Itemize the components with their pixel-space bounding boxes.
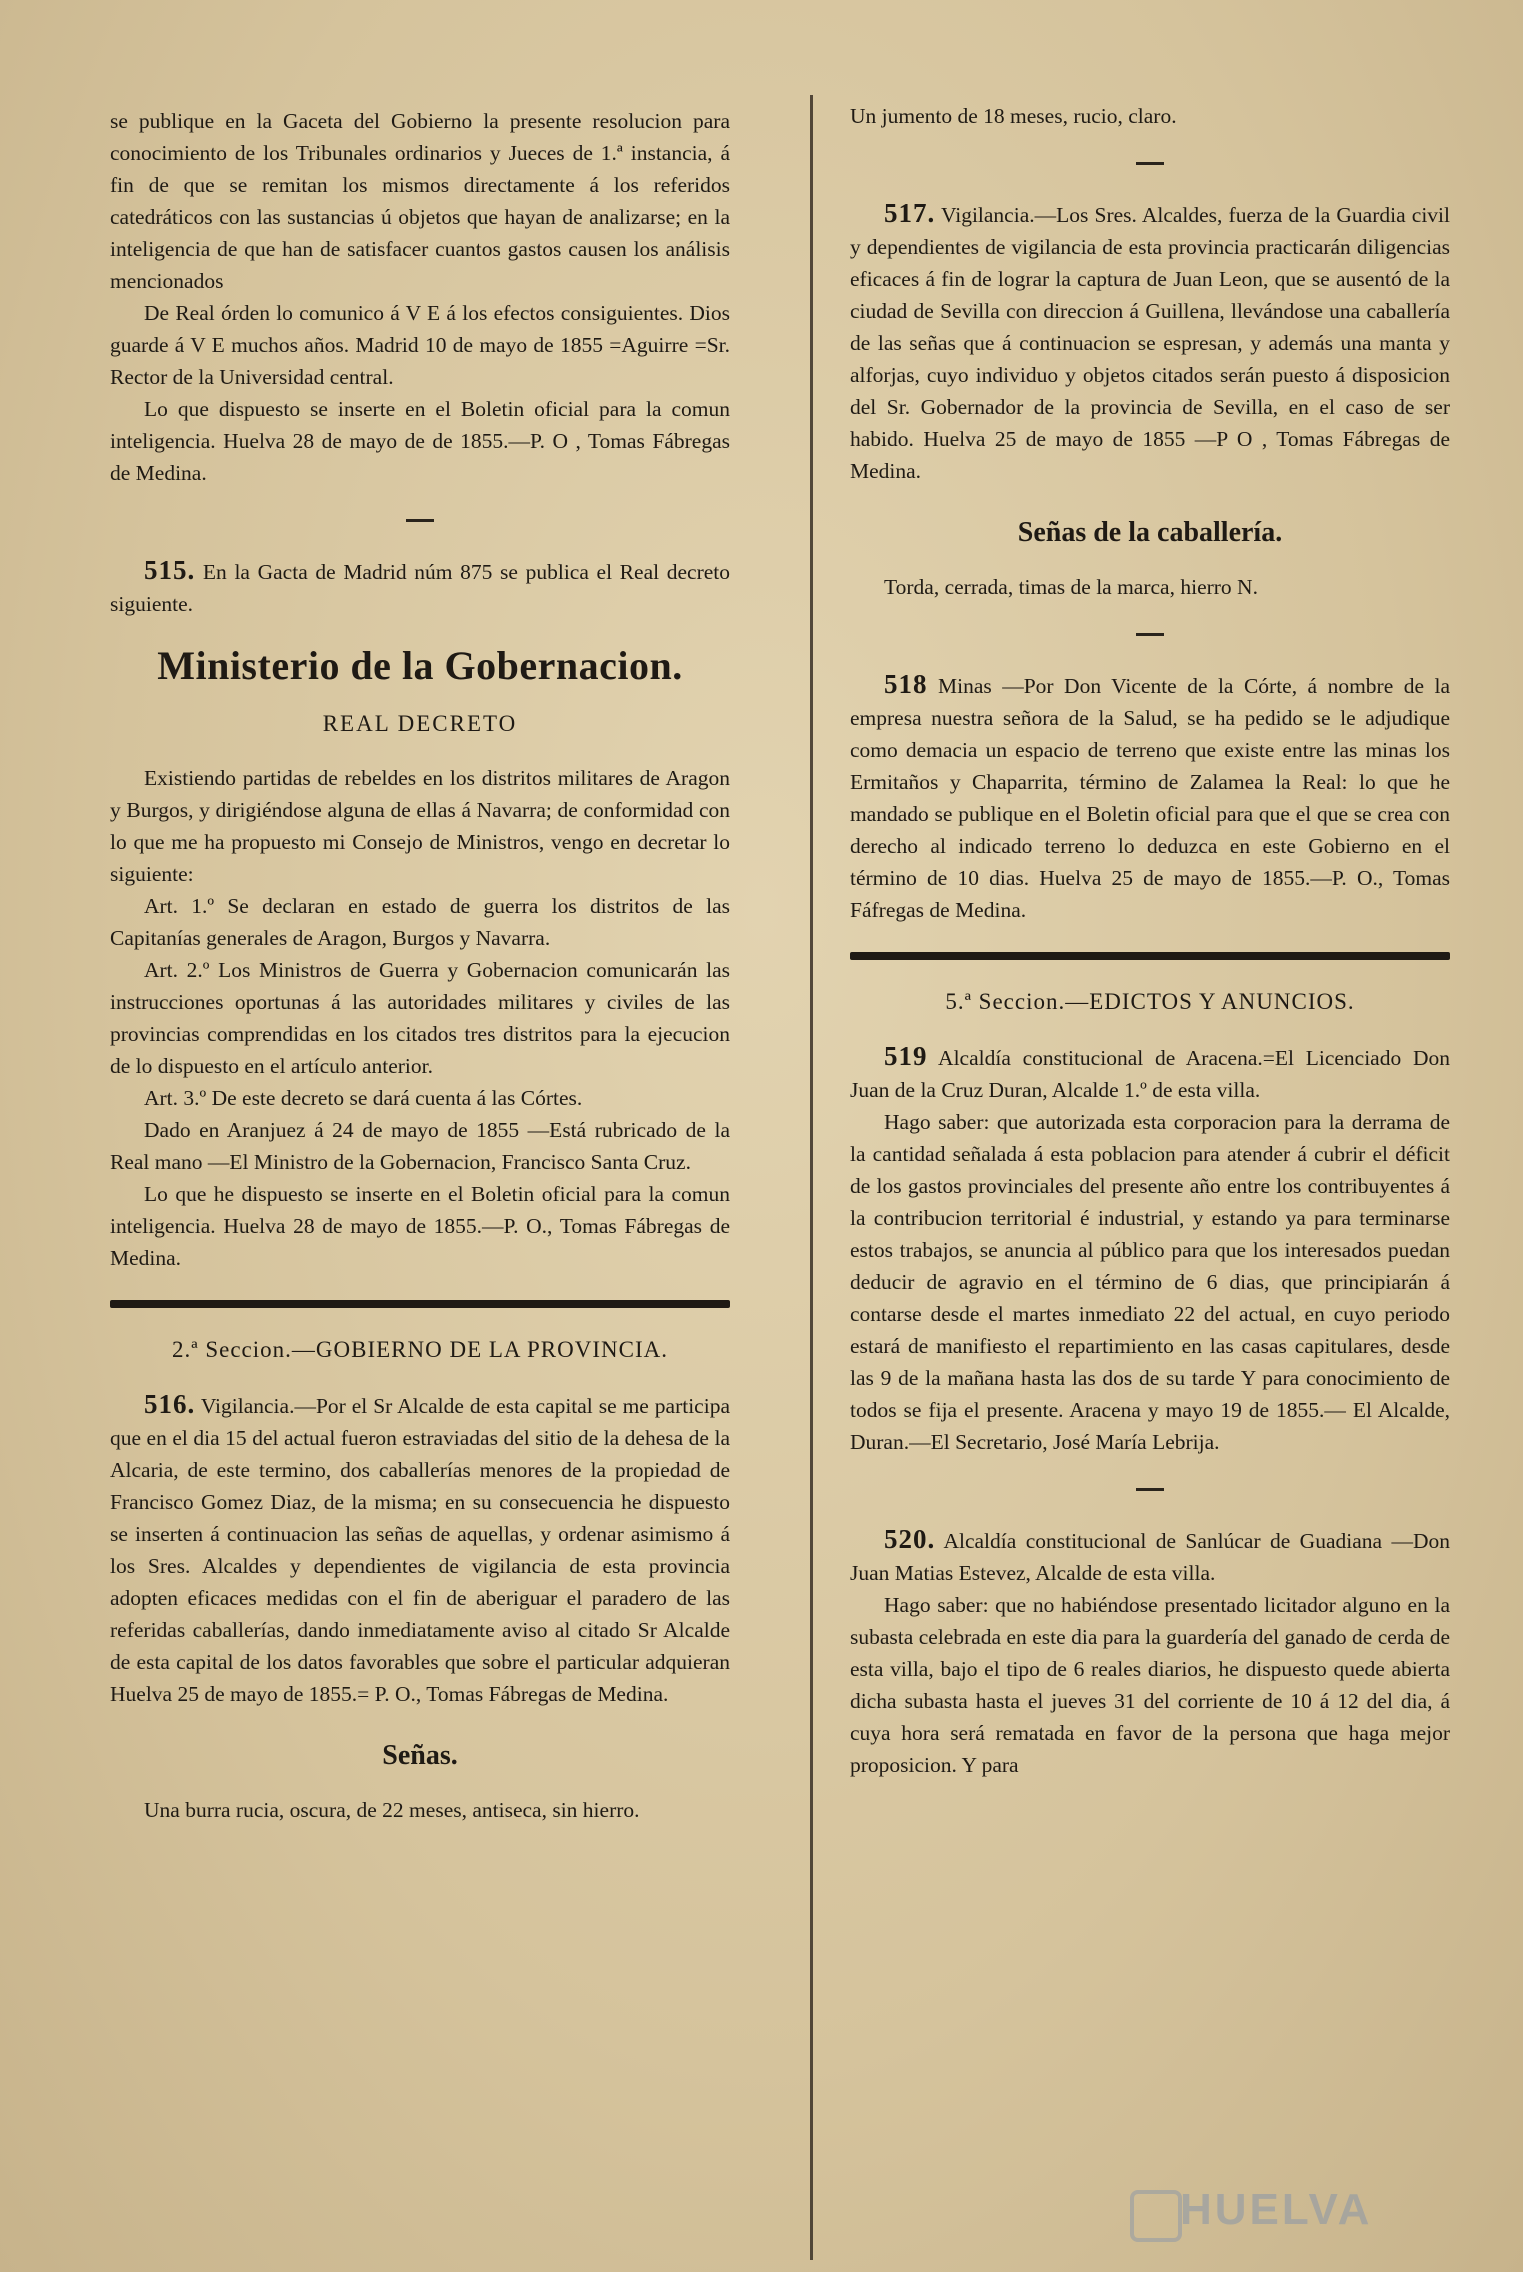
- item-517: [850, 197, 1450, 487]
- senas-caballeria-heading: Señas de la caballería.: [1017, 517, 1283, 548]
- paragraph: Hago saber: que autorizada esta corporacion para la derrama de la cantidad señalada á esta poblacion para atender á cubrir el déficit de los gastos provinciales del presente año entre los contribuyentes á la contribucion territorial é industrial, y estando ya para terminarse estos trabajos, se anuncia al público para que los interesados puedan deducir de agravio en el término de 6 dias, que principiarán á contarse desde el martes inmediato 22 del actual, en cuyo periodo estará de manifiesto el repartimiento en las casas capitulares, desde las 9 de la mañana hasta las dos de su tarde Y para conocimiento de todos se fija el presente. Aracena y mayo 19 de 1855.— El Alcalde, Duran.—El Secretario, José María Lebrija.: [850, 1110, 1450, 1454]
- article-2: Art. 2.º Los Ministros de Guerra y Gobernacion comunicarán las instrucciones oportunas á las autoridades militares y civiles de las provincias comprendidas en los citados tres distritos para la ejecucion de lo dispuesto en el artículo anterior.: [110, 958, 730, 1078]
- paragraph: Dado en Aranjuez á 24 de mayo de 1855 —Está rubricado de la Real mano —El Ministro de la Gobernacion, Francisco Santa Cruz.: [110, 1118, 730, 1174]
- item-number: 515.: [144, 555, 196, 585]
- watermark: HUELVA: [1180, 2185, 1373, 2234]
- paragraph: se publique en la Gaceta del Gobierno la presente resolucion para conocimiento de los Tribunales ordinarios y Jueces de 1.ª instancia, á fin de que se remitan los mismos directamente á los referidos catedráticos con las sustancias ú objetos que hayan de analizarse; en la inteligencia de que han de satisfacer cuantos gastos causen los análisis mencionados: [110, 109, 730, 293]
- section-heading: 2.ª Seccion.—GOBIERNO DE LA PROVINCIA.: [171, 1337, 668, 1362]
- item-number: 520.: [884, 1524, 936, 1554]
- item-text: Alcaldía constitucional de Aracena.=El Licenciado Don Juan de la Cruz Duran, Alcalde 1.º de esta villa.: [850, 1046, 1450, 1102]
- item-number: 516.: [144, 1389, 196, 1419]
- article-1: Art. 1.º Se declaran en estado de guerra los distritos de las Capitanías generales de Aragon, Burgos y Navarra.: [110, 894, 730, 950]
- ministry-title: Ministerio de la Gobernacion.: [157, 643, 683, 688]
- paragraph: Existiendo partidas de rebeldes en los distritos militares de Aragon y Burgos, y dirigiéndose alguna de ellas á Navarra; de conformidad con lo que me ha propuesto mi Consejo de Ministros, vengo en decretar lo siguiente:: [110, 766, 730, 886]
- item-number: 518: [884, 669, 928, 699]
- separator: [1136, 1488, 1164, 1491]
- item-520: [850, 1523, 1450, 1589]
- item-515: [110, 554, 730, 620]
- item-text: Alcaldía constitucional de Sanlúcar de Guadiana —Don Juan Matias Estevez, Alcalde de esta villa.: [850, 1529, 1450, 1585]
- item-text: En la Gacta de Madrid núm 875 se publica el Real decreto siguiente.: [110, 560, 730, 616]
- item-518: [850, 668, 1450, 926]
- paragraph: Hago saber: que no habiéndose presentado licitador alguno en la subasta celebrada en este dia para la guardería del ganado de cerda de esta villa, bajo el tipo de 6 reales diarios, he dispuesto quede abierta dicha subasta hasta el jueves 31 del corriente de 10 á 12 del dia, á cuya hora será rematada en favor de la persona que haga mejor proposicion. Y para: [850, 1593, 1450, 1777]
- left-column: [110, 105, 730, 1826]
- senas-heading: Señas.: [382, 1740, 458, 1771]
- article-3: Art. 3.º De este decreto se dará cuenta á las Córtes.: [144, 1086, 583, 1110]
- item-text: Vigilancia.—Los Sres. Alcaldes, fuerza de la Guardia civil y dependientes de vigilancia de esta provincia practicarán diligencias eficaces á fin de lograr la captura de Juan Leon, que se ausentó de la ciudad de Sevilla con direccion á Guillena, llevándose una caballería de las señas que á continuacion se espresan, y además una manta y alforjas, cuyo individuo y objetos citados serán puesto á disposicion del Sr. Gobernador de la provincia de Sevilla, en el caso de ser habido. Huelva 25 de mayo de 1855 —P O , Tomas Fábregas de Medina.: [850, 203, 1450, 483]
- item-number: 519: [884, 1041, 928, 1071]
- paragraph: Torda, cerrada, timas de la marca, hierro N.: [884, 575, 1258, 599]
- paragraph: Un jumento de 18 meses, rucio, claro.: [850, 104, 1177, 128]
- separator: [406, 519, 434, 522]
- separator: [1136, 162, 1164, 165]
- decree-heading: REAL DECRETO: [322, 711, 518, 736]
- section-heading: 5.ª Seccion.—EDICTOS Y ANUNCIOS.: [945, 989, 1355, 1014]
- item-516: [110, 1388, 730, 1710]
- paragraph: Una burra rucia, oscura, de 22 meses, antiseca, sin hierro.: [144, 1798, 640, 1822]
- paragraph: Lo que dispuesto se inserte en el Boletin oficial para la comun inteligencia. Huelva 28 de mayo de de 1855.—P. O , Tomas Fábregas de Medina.: [110, 397, 730, 485]
- paragraph: De Real órden lo comunico á V E á los efectos consiguientes. Dios guarde á V E muchos años. Madrid 10 de mayo de 1855 =Aguirre =Sr. Rector de la Universidad central.: [110, 301, 730, 389]
- column-divider: [810, 95, 813, 2260]
- item-text: Vigilancia.—Por el Sr Alcalde de esta capital se me participa que en el dia 15 del actual fueron estraviadas del sitio de la dehesa de la Alcaria, de este termino, dos caballerías menores de la propiedad de Francisco Gomez Diaz, de la misma; en su consecuencia he dispuesto se inserten á continuacion las señas de aquellas, y ordenar asimismo á los Sres. Alcaldes y dependientes de vigilancia de esta provincia adopten eficaces medidas con el fin de aberiguar el paradero de las referidas caballerías, dando inmediatamente aviso al citado Sr Alcalde de esta capital de los datos favorables que sobre el particular adquieran Huelva 25 de mayo de 1855.= P. O., Tomas Fábregas de Medina.: [110, 1394, 730, 1706]
- item-text: Minas —Por Don Vicente de la Córte, á nombre de la empresa nuestra señora de la Salud, se ha pedido se le adjudique como demacia un espacio de terreno que existe entre las minas los Ermitaños y Chaparrita, término de Zalamea la Real: lo que he mandado se publique en el Boletin oficial para que el que se crea con derecho al indicado terreno lo deduzca en este Gobierno en el término de 10 dias. Huelva 25 de mayo de 1855.—P. O., Tomas Fáfregas de Medina.: [850, 674, 1451, 922]
- item-number: 517.: [884, 198, 936, 228]
- section-rule: [110, 1300, 730, 1308]
- watermark-logo-icon: [1130, 2190, 1182, 2242]
- section-rule: [850, 952, 1450, 960]
- item-519: [850, 1040, 1450, 1106]
- paragraph: Lo que he dispuesto se inserte en el Boletin oficial para la comun inteligencia. Huelva 28 de mayo de 1855.—P. O., Tomas Fábregas de Medina.: [110, 1182, 730, 1270]
- separator: [1136, 633, 1164, 636]
- right-column: [850, 100, 1450, 1781]
